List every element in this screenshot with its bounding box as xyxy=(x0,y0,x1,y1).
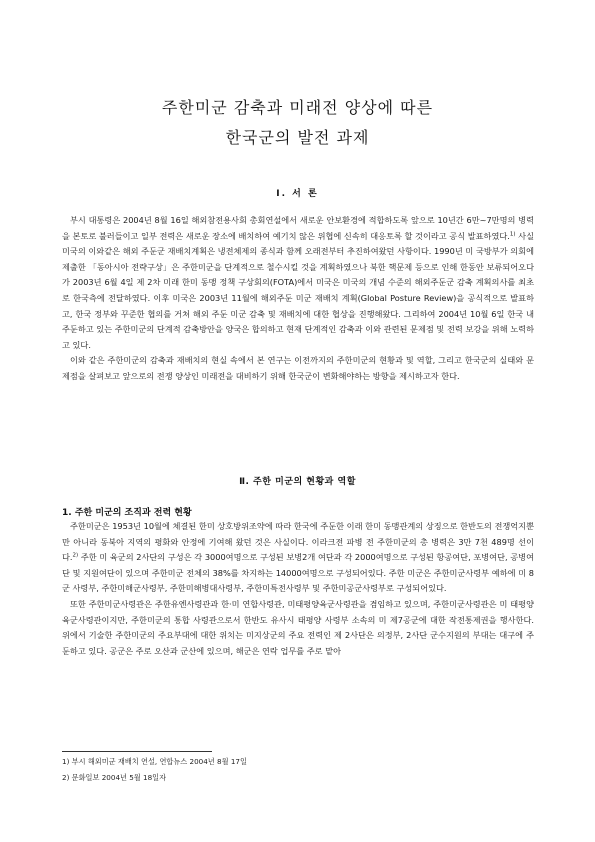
paragraph xyxy=(62,213,534,353)
footnote-ref: 1) xyxy=(509,230,516,237)
paragraph-text: 부시 대통령은 2004년 8월 16일 해외참전용사회 총회연설에서 새로운 안보환경에 적합하도록 앞으로 10년간 6만~7만명의 병력을 본토로 불러들이고 일부 전력은 새로운 장소에 배치하여 예기치 않은 위협에 신속히 대응토록 할 것이라고 공식 발표하였다. xyxy=(62,215,534,241)
paragraph-text: 사실 미국의 이와같은 해외 주둔군 재배치계획은 냉전체제의 종식과 함께 오래전부터 추진하여왔던 사항이다. 1990년 미 국방부가 의회에 제출한 「동아시아 전략구상」은 주한미군을 단계적으로 철수시킬 것을 계획하였으나 북한 핵문제 등으로 인해 한동안 보류되어오다가 2003년 6월 4일 제 2차 미래 한미 동맹 정책 구상회의(FOTA)에서 미국은 미국의 개념 수준의 해외주둔군 감축 계획의사를 최초로 한국측에 전달하였다. 이후 미국은 2003년 11월에 해외주둔 미군 재배치 계획(Global Posture Review)을 공식적으로 발표하고, 한국 정부와 꾸준한 협의를 거쳐 해외 주둔 미군 감축 및 재배치에 대한 협상을 진행해왔다. 그리하여 2004년 10월 6일 한국 내 주둔하고 있는 주한미군의 단계적 감축방안을 양국은 합의하고 현재 단계적인 감축과 이와 관련된 문제점 및 전력 보강을 위해 노력하고 있다. xyxy=(62,230,534,350)
paragraph: 또한 주한미군사령관은 주한유엔사령관과 한·미 연합사령관, 미태평양육군사령관을 겸임하고 있으며, 주한미군사령관은 미 태평양 육군사령관이지만, 주한미군의 통합 사령관으로서 한반도 유사시 태평양 사령부 소속의 미 제7공군에 대한 작전통제권을 행사한다. 위에서 기술한 주한미군의 주요부대에 대한 위치는 미지상군의 주요 전력인 제 2사단은 의정부, 2사단 군수지원의 부대는 대구에 주둔하고 있다. 공군은 주로 오산과 군산에 있으며, 해군은 연락 업무를 주로 맡아 xyxy=(62,598,534,656)
subsection-heading: 1. 주한 미군의 조직과 전력 현황 xyxy=(62,508,192,518)
paragraph: 이와 같은 주한미군의 감축과 재배치의 현실 속에서 본 연구는 이전까지의 주한미군의 현황과 및 역할, 그리고 한국군의 실태와 문제점을 살펴보고 앞으로의 전쟁 양상인 미래전을 대비하기 위해 한국군이 변화해야하는 방향을 제시하고자 한다. xyxy=(62,355,534,381)
section-heading-usfk-status: Ⅱ. 주한 미군의 현황과 역할 xyxy=(239,477,356,487)
paper-title-line-1: 주한미군 감축과 미래전 양상에 따른 xyxy=(161,98,434,117)
paragraph-text: 주한미군은 1953년 10월에 체결된 한미 상호방위조약에 따라 한국에 주둔한 이래 한미 동맹관계의 상징으로 한반도의 전쟁억지뿐만 아니라 동북아 지역의 평화와 안정에 기여해 왔던 것은 사실이다. 이라크전 파병 전 주한미군의 총 병력은 3만 7천 489명 선이다. xyxy=(62,521,534,563)
paper-title-line-2: 한국군의 발전 과제 xyxy=(225,128,370,147)
footnote-2: 2) 문화일보 2004년 5월 18일자 xyxy=(62,773,167,782)
paragraph-text: 주한 미 육군의 2사단의 구성은 각 3000여명으로 구성된 보병2개 여단과 각 2000여명으로 구성된 항공여단, 포병여단, 공병여단 및 지원여단이 있으며 주한미군 전체의 38%를 차지하는 14000여명으로 구성되어있다. 주한 미군은 주한미군사령부 예하에 미 8군 사령부, 주한미해군사령부, 주한미해병대사령부, 주한미특전사령부 및 주한미공군사령부로 구성되어있다. xyxy=(62,552,534,594)
footnote-1: 1) 부시 해외미군 재배치 연설, 연합뉴스 2004년 8월 17일 xyxy=(62,757,247,766)
section-heading-introduction: Ⅰ. 서 론 xyxy=(276,189,319,199)
paragraph xyxy=(62,519,534,597)
usfk-body xyxy=(62,519,534,659)
footnote-divider xyxy=(62,751,212,752)
footnote-ref: 2) xyxy=(72,552,79,559)
introduction-body xyxy=(62,213,534,385)
